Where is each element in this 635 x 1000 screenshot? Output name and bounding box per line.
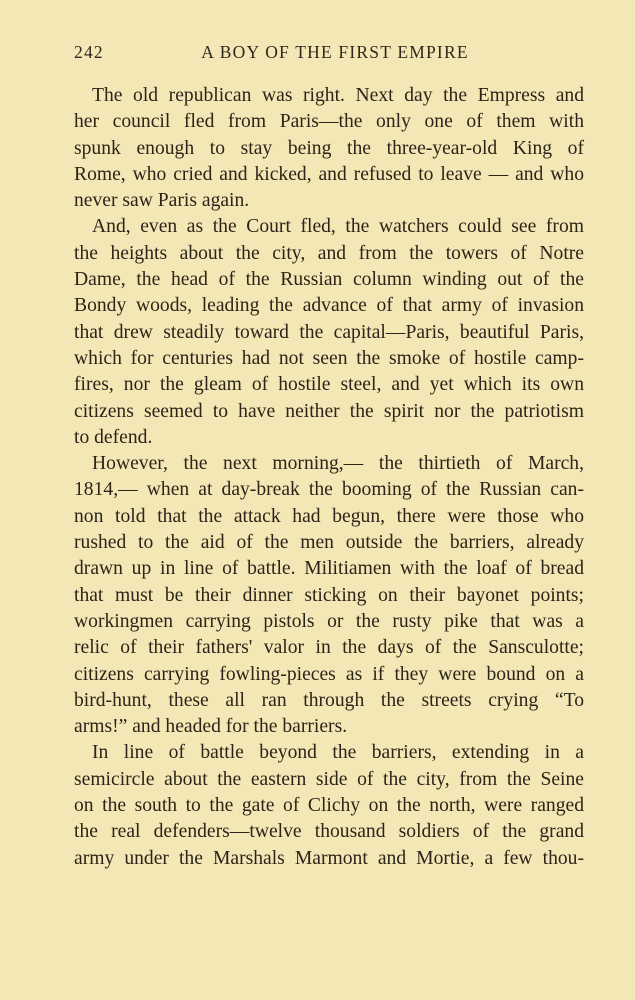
text-line: Dame, the head of the Russian column winding out of the xyxy=(74,269,584,291)
text-line: her council fled from Paris—the only one of them with xyxy=(74,111,584,133)
text-line: 1814,— when at day-break the booming of the Russian can- xyxy=(74,479,584,501)
text-line: never saw Paris again. xyxy=(74,190,250,212)
running-title: A BOY OF THE FIRST EMPIRE xyxy=(201,42,469,62)
text-line: non told that the attack had begun, there were those who xyxy=(74,505,584,527)
text-line: citizens seemed to have neither the spirit nor the patriotism xyxy=(74,400,584,422)
text-line: workingmen carrying pistols or the rusty pike that was a xyxy=(74,610,584,632)
text-line: that must be their dinner sticking on their bayonet points; xyxy=(74,584,584,606)
text-line: army under the Marshals Marmont and Mortie, a few thou- xyxy=(74,847,584,869)
body-text xyxy=(74,83,584,872)
text-line: In line of battle beyond the barriers, extending in a xyxy=(92,742,584,764)
text-line: to defend. xyxy=(74,426,153,448)
text-line: drawn up in line of battle. Militiamen with the loaf of bread xyxy=(74,558,584,580)
paragraph xyxy=(74,451,584,740)
text-line: that drew steadily toward the capital—Paris, beautiful Paris, xyxy=(74,321,584,343)
text-line: Rome, who cried and kicked, and refused to leave — and who xyxy=(74,163,584,185)
text-line: And, even as the Court fled, the watchers could see from xyxy=(92,216,584,238)
paragraph xyxy=(74,214,584,451)
text-line: However, the next morning,— the thirtieth of March, xyxy=(92,453,584,475)
page-header xyxy=(74,42,584,66)
text-line: the heights about the city, and from the towers of Notre xyxy=(74,242,584,264)
text-line: the real defenders—twelve thousand soldiers of the grand xyxy=(74,821,584,843)
text-line: The old republican was right. Next day the Empress and xyxy=(92,85,584,106)
paragraph xyxy=(74,740,584,871)
text-line: arms!” and headed for the barriers. xyxy=(74,716,348,738)
text-line: which for centuries had not seen the smoke of hostile camp- xyxy=(74,347,584,369)
page-number: 242 xyxy=(74,42,104,62)
text-line: semicircle about the eastern side of the city, from the Seine xyxy=(74,768,584,790)
text-line: spunk enough to stay being the three-year-old King of xyxy=(74,137,584,159)
text-line: relic of their fathers' valor in the days of the Sansculotte; xyxy=(74,637,584,659)
text-line: fires, nor the gleam of hostile steel, and yet which its own xyxy=(74,374,584,396)
text-line: on the south to the gate of Clichy on the north, were ranged xyxy=(74,795,584,817)
text-line: rushed to the aid of the men outside the barriers, already xyxy=(74,532,584,554)
text-line: bird-hunt, these all ran through the streets crying “To xyxy=(74,689,584,711)
text-line: citizens carrying fowling-pieces as if they were bound on a xyxy=(74,663,584,685)
paragraph xyxy=(74,83,584,214)
text-line: Bondy woods, leading the advance of that army of invasion xyxy=(74,295,584,317)
